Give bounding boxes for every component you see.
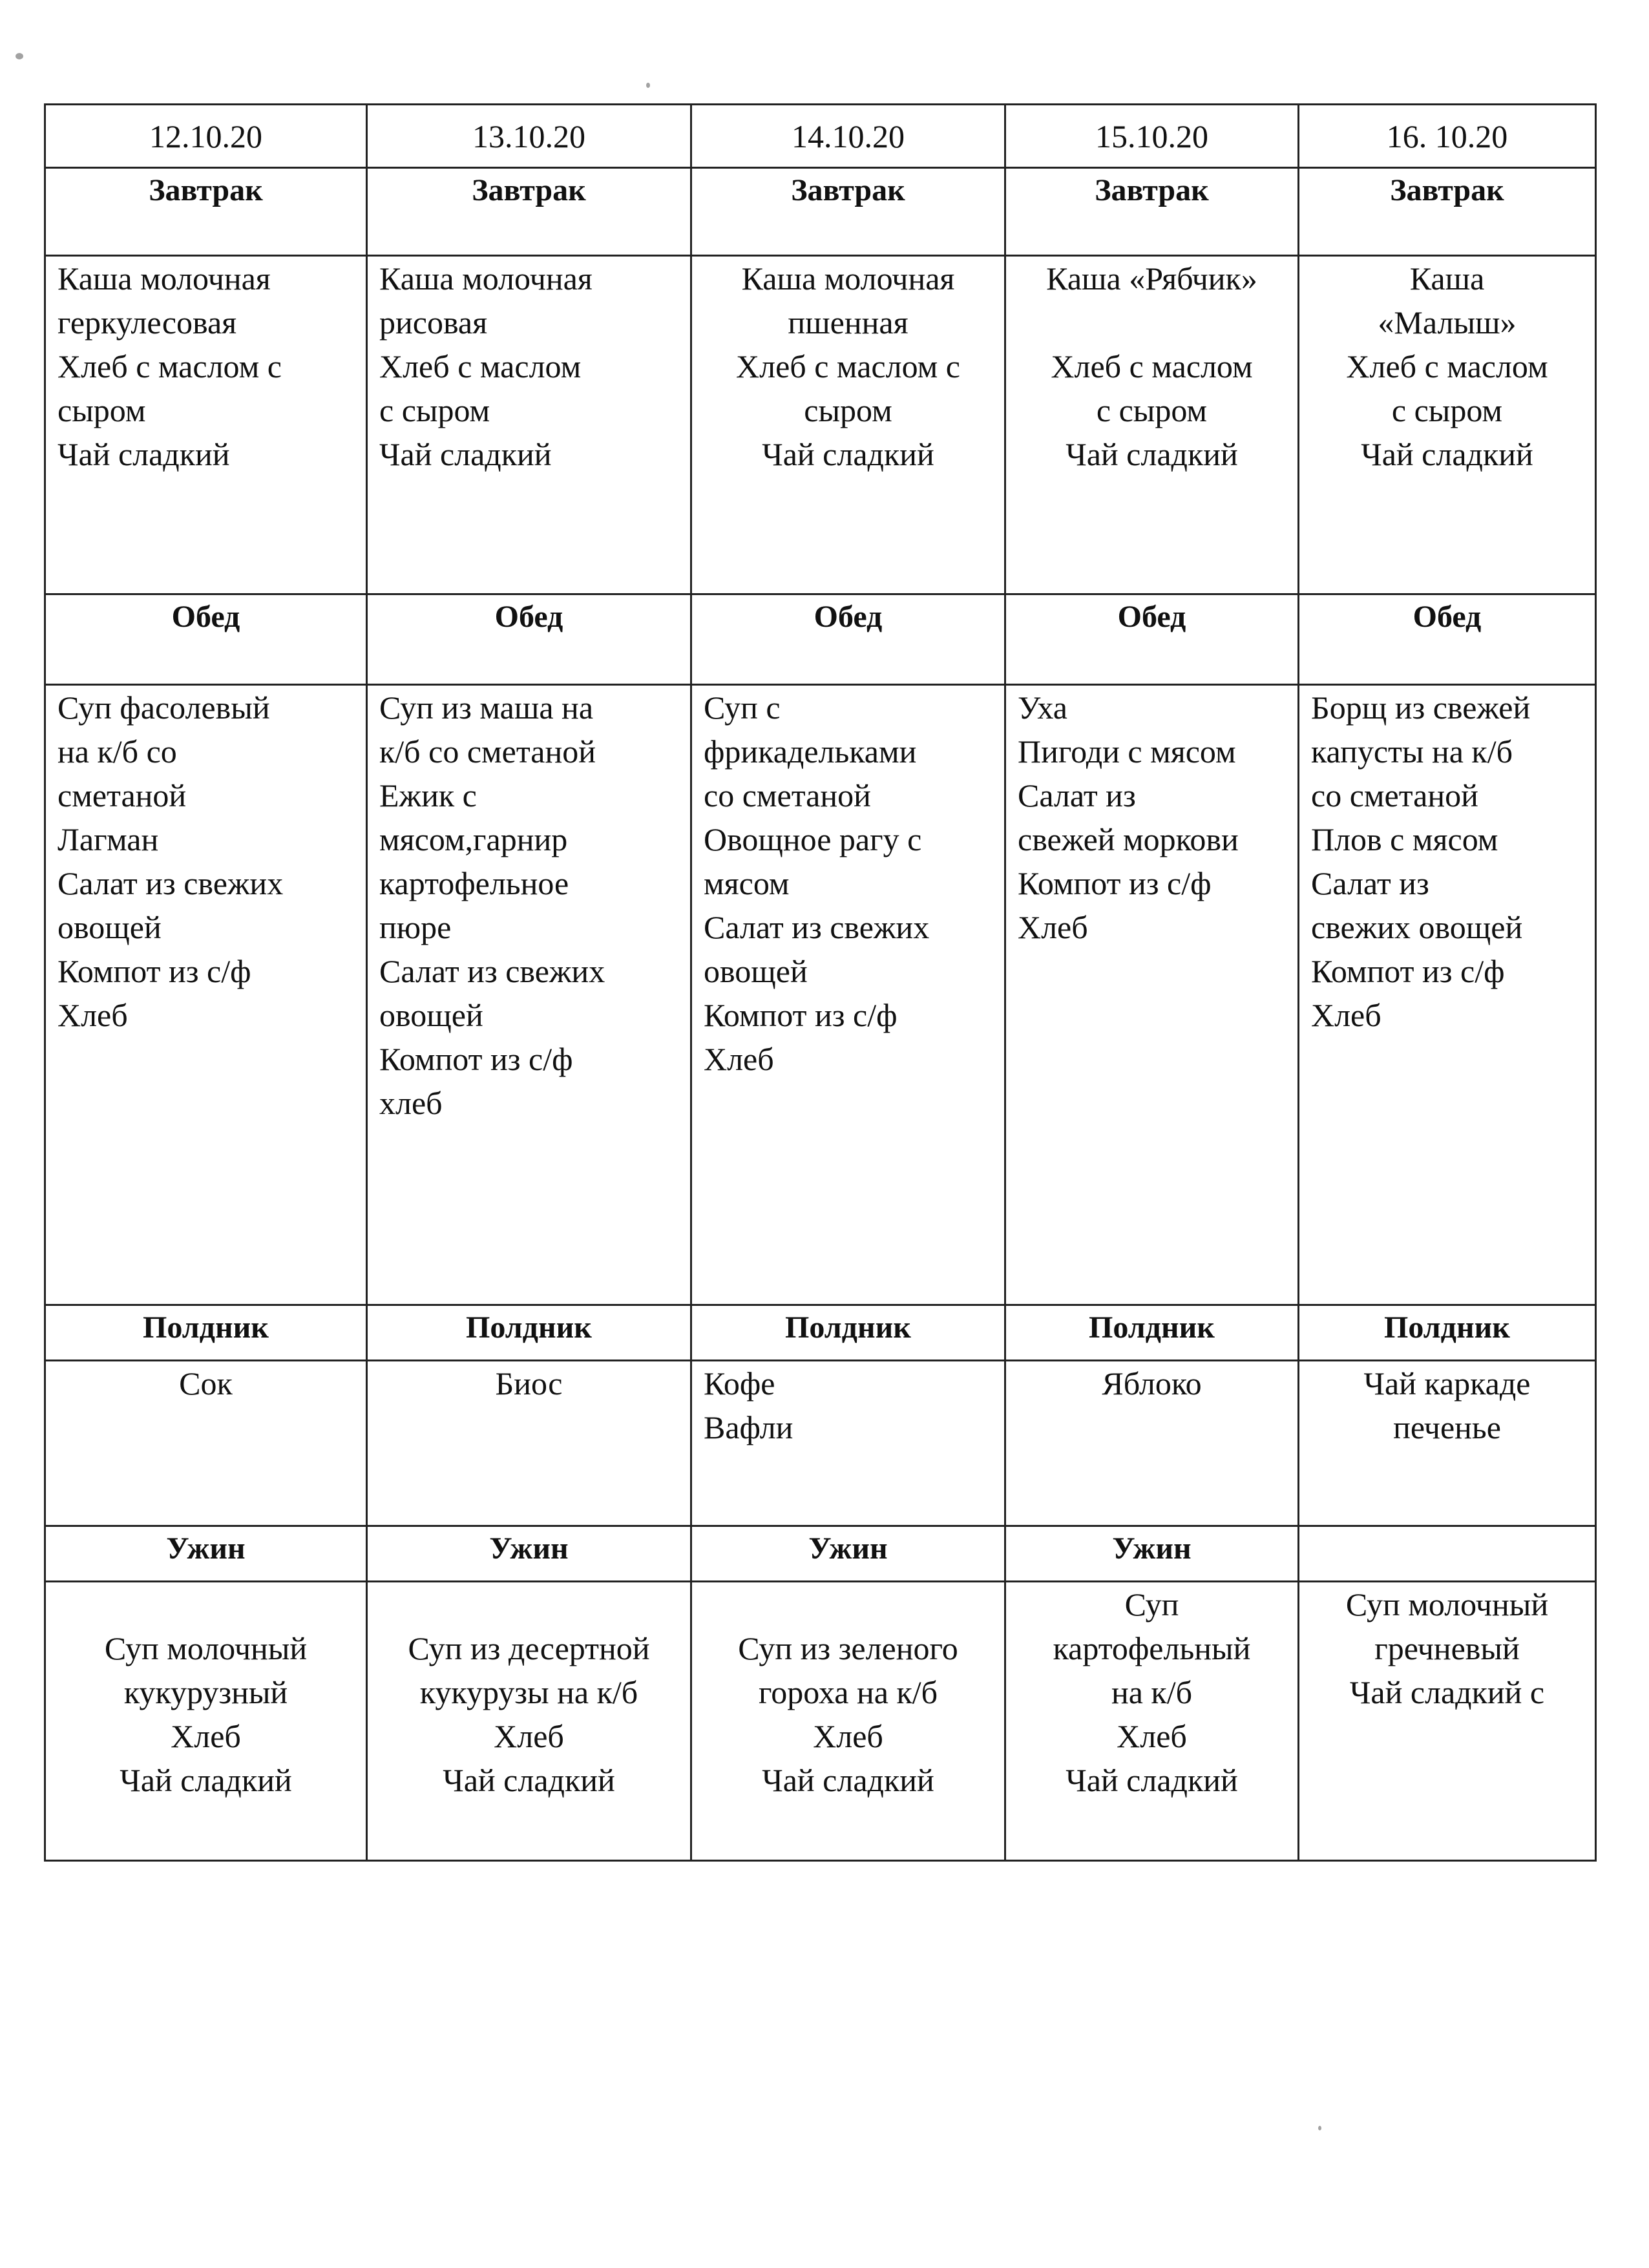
date-cell: 13.10.20 <box>367 105 691 168</box>
lunch-row <box>45 685 1596 1305</box>
meal-header: Обед <box>367 594 691 685</box>
dish-list: Биос <box>495 1365 563 1402</box>
meal-header: Обед <box>45 594 367 685</box>
dish-list: Суп из десертной кукурузы на к/б Хлеб Чай сладкий <box>408 1630 650 1798</box>
date-cell: 12.10.20 <box>45 105 367 168</box>
meal-header: Завтрак <box>691 168 1005 256</box>
meal-header <box>1299 1526 1596 1582</box>
meal-header: Завтрак <box>367 168 691 256</box>
dish-list: Суп фасолевый на к/б со сметаной Лагман Салат из свежих овощей Компот из с/ф Хлеб <box>58 689 284 1033</box>
meal-header: Полдник <box>45 1305 367 1361</box>
dish-list: Кофе Вафли <box>704 1365 793 1445</box>
dish-list: Каша «Рябчик» Хлеб с маслом с сыром Чай сладкий <box>1046 260 1257 472</box>
dish-list: Суп картофельный на к/б Хлеб Чай сладкий <box>1053 1586 1251 1798</box>
weekly-menu-table <box>44 103 1597 1862</box>
meal-header: Полдник <box>691 1305 1005 1361</box>
dish-list: Борщ из свежей капусты на к/б со сметаной Плов с мясом Салат из свежих овощей Компот из с/ф Хлеб <box>1311 689 1531 1033</box>
dinner-header-row <box>45 1526 1596 1582</box>
dish-list: Каша молочная рисовая Хлеб с маслом с сыром Чай сладкий <box>379 260 593 472</box>
snack-header-row <box>45 1305 1596 1361</box>
breakfast-header-row <box>45 168 1596 256</box>
meal-header: Завтрак <box>45 168 367 256</box>
meal-header: Полдник <box>367 1305 691 1361</box>
meal-header: Полдник <box>1299 1305 1596 1361</box>
date-cell: 14.10.20 <box>691 105 1005 168</box>
scan-speck <box>646 83 650 88</box>
snack-row <box>45 1361 1596 1526</box>
scan-speck <box>16 53 23 59</box>
dish-list: Каша молочная пшенная Хлеб с маслом с сыром Чай сладкий <box>736 260 960 472</box>
dish-list: Сок <box>179 1365 233 1402</box>
dish-list: Суп молочный гречневый Чай сладкий с <box>1345 1586 1549 1710</box>
dish-list: Каша «Малыш» Хлеб с маслом с сыром Чай сладкий <box>1346 260 1548 472</box>
meal-header: Ужин <box>691 1526 1005 1582</box>
dish-list: Уха Пигоди с мясом Салат из свежей моркови Компот из с/ф Хлеб <box>1018 689 1239 945</box>
meal-header: Завтрак <box>1299 168 1596 256</box>
meal-header: Полдник <box>1005 1305 1299 1361</box>
meal-header: Ужин <box>1005 1526 1299 1582</box>
dish-list: Каша молочная геркулесовая Хлеб с маслом с сыром Чай сладкий <box>58 260 282 472</box>
breakfast-row <box>45 256 1596 594</box>
dinner-row <box>45 1582 1596 1861</box>
dish-list: Яблоко <box>1102 1365 1202 1402</box>
dish-list: Суп с фрикадельками со сметаной Овощное рагу с мясом Салат из свежих овощей Компот из с/ф Хлеб <box>704 689 930 1077</box>
meal-header: Ужин <box>45 1526 367 1582</box>
meal-header: Завтрак <box>1005 168 1299 256</box>
dish-list: Суп из маша на к/б со сметаной Ежик с мясом,гарнир картофельное пюре Салат из свежих овощей Компот из с/ф хлеб <box>379 689 605 1121</box>
dish-list: Суп молочный кукурузный Хлеб Чай сладкий <box>104 1630 308 1798</box>
date-row <box>45 105 1596 168</box>
meal-header: Обед <box>1005 594 1299 685</box>
dish-list: Суп из зеленого гороха на к/б Хлеб Чай сладкий <box>738 1630 958 1798</box>
scan-speck <box>1318 2126 1321 2130</box>
date-cell: 16. 10.20 <box>1299 105 1596 168</box>
meal-header: Обед <box>1299 594 1596 685</box>
date-cell: 15.10.20 <box>1005 105 1299 168</box>
dish-list: Чай каркаде печенье <box>1363 1365 1531 1445</box>
lunch-header-row <box>45 594 1596 685</box>
meal-header: Обед <box>691 594 1005 685</box>
meal-header: Ужин <box>367 1526 691 1582</box>
